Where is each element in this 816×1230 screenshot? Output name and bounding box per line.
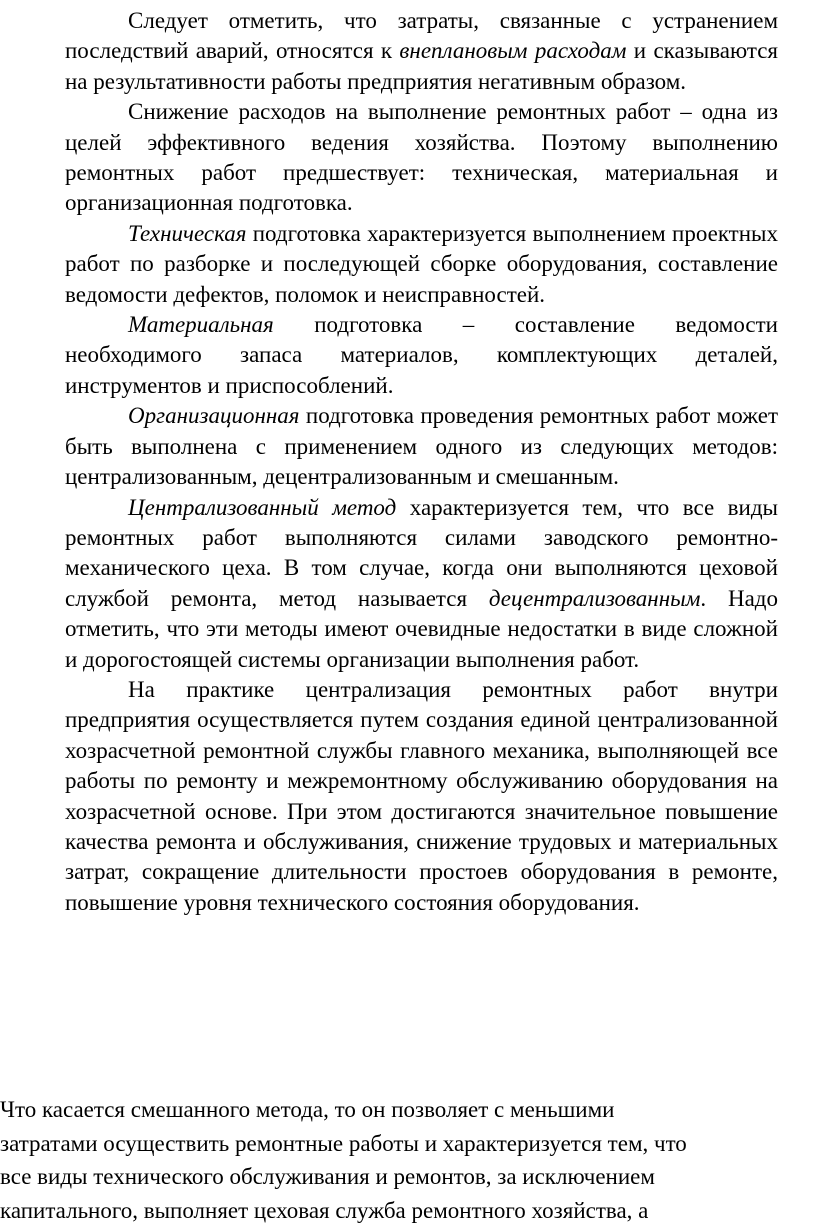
paragraph-cost-reduction: Снижение расходов на выполнение ремонтных работ – одна из целей эффективного ведения хозяйства. Поэтому выполнению ремонтных работ предшествует: техническая, материальная и организационная подготовка. [65,99,778,216]
paragraph-technical-preparation: Техническая подготовка характеризуется выполнением проектных работ по разборке и последующей сборке оборудования, составление ведомости дефектов, поломок и неисправностей. [65,220,778,307]
paragraph-mixed-method [0,1093,800,1227]
paragraph-centralization-practice: На практике централизация ремонтных работ внутри предприятия осуществляется путем создания единой централизованной хозрасчетной ремонтной службы главного механика, выполняющей все работы по ремонту и межремонтному обслуживанию оборудования на хозрасчетной основе. При этом достигаются значительное повышение качества ремонта и обслуживания, снижение трудовых и материальных затрат, сокращение длительности простоев оборудования в ремонте, повышение уровня технического состояния оборудования. [65,676,778,915]
text-line: Что касается смешанного метода, то он позволяет с меньшими [0,1097,615,1122]
paragraph-centralized-method: Централизованный метод характеризуется тем, что все виды ремонтных работ выполняются силами заводского ремонтно- механического цеха. В том случае, когда они выполняются цеховой службой ремонта, метод называется децентрализованным. Надо отметить, что эти методы имеют очевидные недостатки в виде сложной и дорогостоящей системы организации выполнения работ. [65,494,778,672]
text-line: все виды технического обслуживания и ремонтов, за исключением [0,1164,655,1190]
paragraph-unplanned-costs: Следует отметить, что затраты, связанные с устранением последствий аварий, относятся к внеплановым расходам и сказываются на результативности работы предприятия негативным образом. [65,8,778,94]
document-body [65,6,778,918]
text-line: капитального, выполняет цеховая служба ремонтного хозяйства, а [0,1197,649,1223]
paragraph-material-preparation: Материальная подготовка – составление ведомости необходимого запаса материалов, комплектующих деталей, инструментов и приспособлений. [65,312,778,398]
paragraph-organizational-preparation: Организационная подготовка проведения ремонтных работ может быть выполнена с применением одного из следующих методов: централизованным, децентрализованным и смешанным. [65,403,778,490]
text-line: затратами осуществить ремонтные работы и характеризуется тем, что [0,1130,687,1156]
